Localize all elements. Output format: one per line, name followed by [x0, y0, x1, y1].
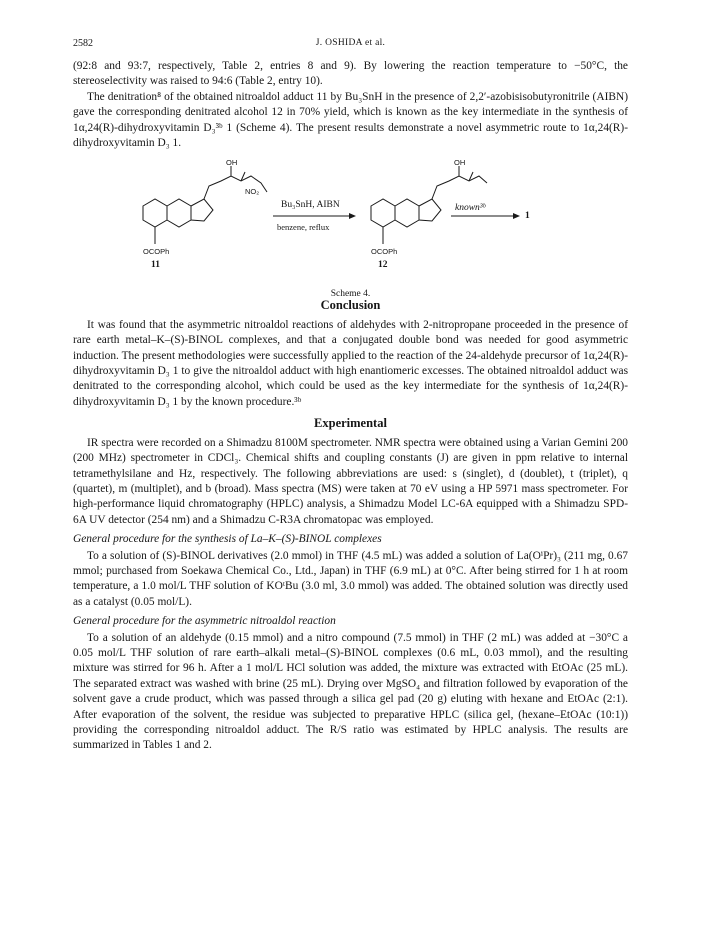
known-label: known³ᵇ: [455, 203, 486, 214]
ring-c-12: [419, 199, 441, 221]
product-1-label: 1: [525, 211, 530, 222]
experimental-text: IR spectra were recorded on a Shimadzu 8100M spectrometer. NMR spectra were obtained using a Varian Gemini 200 (200 MHz) spectrometer in CDCl₃. Chemical shifts and coupling constants (J) are given in ppm relative to internal tetramethylsilane and Hz, respectively. The following abbreviations are used: s (singlet), d (doublet), t (triplet), q (quartet), m (multiplet), and b (broad). Mass spectra (MS) were taken at 70 eV using a HP 5971 mass spectrometer. For high-performance liquid chromatography (HPLC) analysis, a Shimadzu Model LC-6A equipped with a Shimadzu SPD-6A UV detector (254 nm) and a Shimadzu C-R3A chromatopac was employed.: [73, 436, 628, 526]
solvent-label: benzene, reflux: [277, 222, 330, 233]
ring-a-11: [143, 199, 167, 227]
ocoph-label-11: OCOPh: [143, 247, 170, 257]
ring-c-11: [191, 199, 213, 221]
running-head: J. OSHIDA et al.: [315, 38, 386, 48]
reagents-label: Bu₃SnH, AIBN: [281, 200, 340, 211]
subsection-1-heading: General procedure for the synthesis of La–K–(S)-BINOL complexes: [73, 533, 382, 546]
subsection-1-text: To a solution of (S)-BINOL derivatives (2.0 mmol) in THF (4.5 mL) was added a solution of La(OⁱPr)₃ (211 mg, 0.67 mmol; purchased from Soekawa Chemical Co., Ltd., Japan) in THF (6.9 mL) at 0°C. After being stirred for 1 h at room temperature, a 1.0 mol/L THF solution of KOᵗBu (3.0 ml, 3.0 mmol) was added. The obtained solution was directly used as a catalyst (0.05 mol/L).: [73, 549, 628, 608]
ring-b-11: [167, 199, 191, 227]
compound-11-label: 11: [151, 260, 160, 271]
conclusion-heading: Conclusion: [320, 298, 381, 313]
page-number: 2582: [73, 38, 93, 49]
oh-label-12: OH: [454, 158, 466, 168]
conclusion-text: It was found that the asymmetric nitroaldol reactions of aldehydes with 2-nitropropane proceeded in the presence of rare earth metal–K–(S)-BINOL complexes, and that a conjugated double bond was needed for good asymmetric induction. The present methodologies were successfully applied to the reaction of the 24-aldehyde precursor of 1α,24(R)-dihydroxyvitamin D₃ 1 to give the nitroaldol adduct with high enantiomeric excesses. The obtained nitroaldol adduct was denitrated to the corresponding alcohol, which could be used as the key intermediate for the synthesis of 1α,24(R)-dihydroxyvitamin D₃ 1 by the known procedure.³ᵇ: [73, 318, 628, 408]
ocoph-label-12: OCOPh: [371, 247, 398, 257]
oh-label-11: OH: [226, 158, 238, 168]
side-chain-12: [432, 176, 487, 199]
subsection-2-heading: General procedure for the asymmetric nitroaldol reaction: [73, 615, 336, 628]
ring-a-12: [371, 199, 395, 227]
article-body: [73, 59, 628, 754]
running-header: [73, 36, 628, 50]
scheme-caption: Scheme 4.: [330, 289, 371, 300]
scheme-4: [73, 154, 628, 376]
subsection-2-text: To a solution of an aldehyde (0.15 mmol) and a nitro compound (7.5 mmol) in THF (2 mL) was added at −30°C a 0.05 mol/L THF solution of rare earth–alkali metal–(S)-BINOL complexes (0.6 mL, 0.03 mmol), and the resulting mixture was stirred for 96 h. After a 1 mol/L HCl solution was added, the mixture was extracted with EtOAc (25 mL). The separated extract was washed with brine (25 mL). Drying over MgSO₄ and filtration followed by evaporation of the solvent gave a crude product, which was passed through a silica gel pad (20 g) eluting with hexane and EtOAc (2:1). After evaporation of the solvent, the residue was subjected to preparative HPLC (silica gel, (hexane–EtOAc (10:1)) providing the corresponding nitroaldol adduct. The R/S ratio was estimated by HPLC analysis. The results are summarized in Tables 1 and 2.: [73, 631, 628, 752]
no2-label: NO₂: [245, 187, 260, 197]
compound-12-label: 12: [378, 260, 388, 271]
ring-b-12: [395, 199, 419, 227]
intro-paragraph-2: The denitration⁸ of the obtained nitroaldol adduct 11 by Bu₃SnH in the presence of 2,2′-azobisisobutyronitrile (AIBN) gave the corresponding denitrated alcohol 12 in 70% yield, which is known as the key intermediate in the synthesis of 1α,24(R)-dihydroxyvitamin D₃³ᵇ 1 (Scheme 4). The present results demonstrate a novel asymmetric route to 1α,24(R)-dihydroxyvitamin D₃ 1.: [73, 90, 628, 150]
experimental-heading: Experimental: [314, 416, 387, 431]
intro-paragraph-1: (92:8 and 93:7, respectively, Table 2, entries 8 and 9). By lowering the reaction temperature to −50°C, the stereoselectivity was raised to 94:6 (Table 2, entry 10).: [73, 60, 628, 88]
